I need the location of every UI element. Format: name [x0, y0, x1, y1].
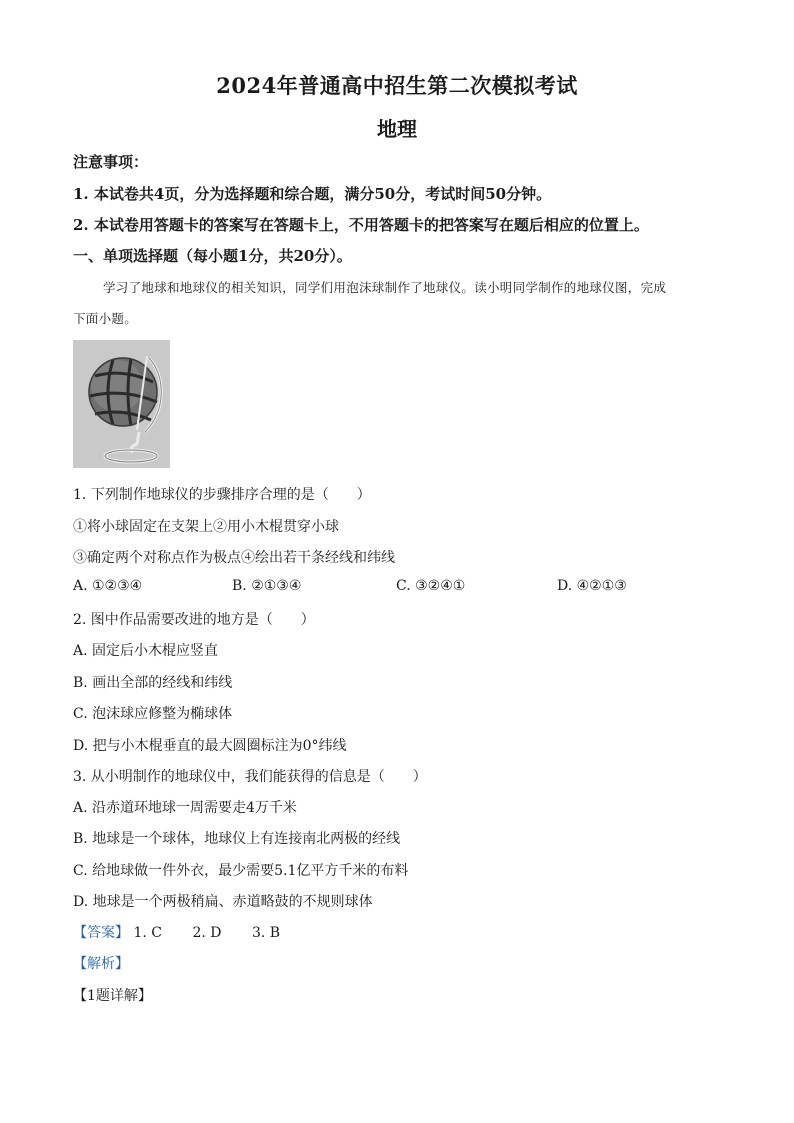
question-1-step-line-2: ③确定两个对称点作为极点④绘出若干条经线和纬线	[73, 550, 395, 566]
analysis-label-text: 【解析】	[73, 956, 129, 972]
answer-2: 2. D	[192, 925, 222, 941]
answer-3: 3. B	[251, 925, 281, 941]
question-2-option-b[interactable]: B. 画出全部的经线和纬线	[73, 675, 233, 691]
notice-heading: 注意事项：	[73, 153, 149, 171]
question-1-stem: 1. 下列制作地球仪的步骤排序合理的是（ ）	[73, 487, 371, 503]
subject-title: 地理	[377, 117, 417, 141]
question-3-option-c[interactable]: C. 给地球做一件外衣，最少需要5.1亿平方千米的布料	[73, 863, 409, 879]
answer-1: 1. C	[133, 925, 162, 941]
answer-row	[73, 922, 280, 942]
question-1-step-line-1: ①将小球固定在支架上②用小木棍贯穿小球	[73, 519, 339, 535]
intro-line-2: 下面小题。	[73, 311, 138, 326]
section-heading: 一、单项选择题（每小题1分，共20分）。	[73, 247, 352, 265]
question-3-option-d[interactable]: D. 地球是一个两极稍扁、赤道略鼓的不规则球体	[73, 894, 373, 910]
notice-item-1: 1. 本试卷共4页，分为选择题和综合题，满分50分，考试时间50分钟。	[73, 185, 552, 203]
analysis-label	[73, 953, 129, 973]
question-3-option-b[interactable]: B. 地球是一个球体，地球仪上有连接南北两极的经线	[73, 831, 401, 847]
question-1-options	[73, 578, 713, 598]
question-2-stem: 2. 图中作品需要改进的地方是（ ）	[73, 612, 315, 628]
question-3-option-a[interactable]: A. 沿赤道环地球一周需要走4万千米	[73, 800, 297, 816]
question-1-option-d[interactable]: D. ④②①③	[557, 578, 627, 594]
globe-icon	[73, 340, 170, 468]
question-1-option-b[interactable]: B. ②①③④	[232, 578, 302, 594]
question-2-option-c[interactable]: C. 泡沫球应修整为椭球体	[73, 706, 233, 722]
question-1-option-a[interactable]: A. ①②③④	[73, 578, 143, 594]
notice-item-2: 2. 本试卷用答题卡的答案写在答题卡上，不用答题卡的把答案写在题后相应的位置上。	[73, 216, 649, 234]
analysis-detail-heading: 【1题详解】	[73, 988, 152, 1004]
question-3-stem: 3. 从小明制作的地球仪中，我们能获得的信息是（ ）	[73, 769, 427, 785]
question-1-option-c[interactable]: C. ③②④①	[396, 578, 466, 594]
answer-label: 【答案】	[73, 925, 129, 941]
exam-title: 2024年普通高中招生第二次模拟考试	[216, 73, 578, 98]
question-2-option-d[interactable]: D. 把与小木棍垂直的最大圆圈标注为0°纬线	[73, 738, 347, 754]
question-2-option-a[interactable]: A. 固定后小木棍应竖直	[73, 643, 219, 659]
intro-line-1: 学习了地球和地球仪的相关知识，同学们用泡沫球制作了地球仪。读小明同学制作的地球仪图，完成	[103, 280, 667, 295]
